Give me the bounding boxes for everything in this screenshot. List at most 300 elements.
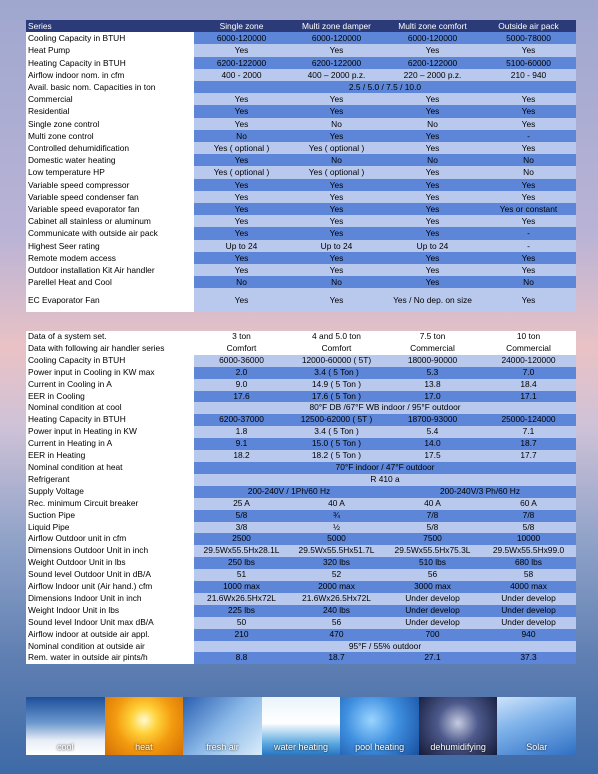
table-cell: 21.6Wx26.5Hx72L <box>289 593 384 605</box>
table-cell: 5100-60000 <box>481 57 576 69</box>
table-cell: Yes <box>194 93 289 105</box>
table-cell: Yes <box>289 179 384 191</box>
row-label: Dimensions Indoor Unit in inch <box>26 593 194 605</box>
table-cell: 17.1 <box>481 391 576 403</box>
row-label: Heating Capacity in BTUH <box>26 414 194 426</box>
row-label: Airflow Outdoor unit in cfm <box>26 533 194 545</box>
table-cell: 52 <box>289 569 384 581</box>
table-row <box>26 617 576 629</box>
table-cell: No <box>289 154 384 166</box>
table-cell: ½ <box>289 522 384 534</box>
table-cell: Yes <box>481 105 576 117</box>
features-table-panel <box>26 20 576 312</box>
table-cell: 17.0 <box>384 391 481 403</box>
row-label: Domestic water heating <box>26 154 194 166</box>
table-cell: 18.7 <box>481 438 576 450</box>
table-cell: Yes <box>289 227 384 239</box>
tile-label: water heating <box>274 742 329 752</box>
row-label: Rec. minimum Circuit breaker <box>26 498 194 510</box>
table-cell: 5000 <box>289 533 384 545</box>
table-row <box>26 44 576 56</box>
table-cell: 6200-122000 <box>194 57 289 69</box>
table-row <box>26 379 576 391</box>
table-cell: Yes <box>194 203 289 215</box>
spanning-cell: 80°F DB /67°F WB indoor / 95°F outdoor <box>194 402 576 414</box>
spanning-cell: 200-240V / 1Ph/60 Hz <box>194 486 384 498</box>
table-cell: 240 lbs <box>289 605 384 617</box>
table-cell: 700 <box>384 629 481 641</box>
table-cell: 27.1 <box>384 652 481 664</box>
table-cell: Under develop <box>384 593 481 605</box>
table-cell: Under develop <box>481 605 576 617</box>
row-label: Variable speed compressor <box>26 179 194 191</box>
table-cell: - <box>481 240 576 252</box>
table-cell: 10000 <box>481 533 576 545</box>
pool-icon <box>340 697 419 755</box>
table-cell: Yes <box>289 203 384 215</box>
table-cell: 29.5Wx55.5Hx99.0 <box>481 545 576 557</box>
table-cell: Up to 24 <box>289 240 384 252</box>
table-cell: Yes <box>194 191 289 203</box>
table-row <box>26 629 576 641</box>
table-cell: 7.1 <box>481 426 576 438</box>
solar-icon <box>497 697 576 755</box>
table-cell: Yes <box>481 252 576 264</box>
table-cell: 7.0 <box>481 367 576 379</box>
table-row <box>26 391 576 403</box>
column-header: Outside air pack <box>481 20 576 32</box>
table-row <box>26 130 576 142</box>
table-cell: Yes <box>384 93 481 105</box>
table-cell: Yes <box>194 179 289 191</box>
table-cell: No <box>289 276 384 288</box>
table-cell: 24000-120000 <box>481 355 576 367</box>
column-header: Single zone <box>194 20 289 32</box>
table-cell: Comfort <box>289 343 384 355</box>
row-label: Outdoor installation Kit Air handler <box>26 264 194 276</box>
table-cell: Yes <box>289 264 384 276</box>
sun-icon <box>105 697 184 755</box>
tile-label: heat <box>135 742 153 752</box>
table-cell: 6000-120000 <box>289 32 384 44</box>
table-cell: Yes <box>194 215 289 227</box>
table-cell: ¾ <box>289 510 384 522</box>
table-row <box>26 641 576 653</box>
table-row <box>26 154 576 166</box>
table-cell: Yes <box>194 154 289 166</box>
table-cell: No <box>384 154 481 166</box>
table-cell: 3.4 ( 5 Ton ) <box>289 426 384 438</box>
row-label: Cooling Capacity in BTUH <box>26 355 194 367</box>
table-cell: No <box>194 276 289 288</box>
table-cell: 60 A <box>481 498 576 510</box>
table-row <box>26 105 576 117</box>
table-cell: 37.3 <box>481 652 576 664</box>
tile-label: fresh air <box>206 742 239 752</box>
table-cell: Yes <box>384 191 481 203</box>
table-cell: 18.2 <box>194 450 289 462</box>
table-row <box>26 545 576 557</box>
column-header: 4 and 5.0 ton <box>289 331 384 343</box>
column-header: 3 ton <box>194 331 289 343</box>
table-cell: No <box>384 118 481 130</box>
table-cell: Yes <box>384 44 481 56</box>
table-cell: 17.5 <box>384 450 481 462</box>
table-cell: 8.8 <box>194 652 289 664</box>
table-cell: 18000-90000 <box>384 355 481 367</box>
row-label: Current in Cooling in A <box>26 379 194 391</box>
table-cell: Under develop <box>384 617 481 629</box>
spanning-cell: 200-240V/3 Ph/60 Hz <box>384 486 576 498</box>
table-header-row <box>26 331 576 343</box>
spanning-cell: R 410 a <box>194 474 576 486</box>
table-cell: 7/8 <box>481 510 576 522</box>
table-cell: Yes <box>481 191 576 203</box>
table-cell: Yes ( optional ) <box>194 166 289 178</box>
table-cell: 5.4 <box>384 426 481 438</box>
row-label: Dimensions Outdoor Unit in inch <box>26 545 194 557</box>
table-cell: Yes <box>384 179 481 191</box>
row-label: Airflow Indoor unit (Air hand.) cfm <box>26 581 194 593</box>
row-label: Airflow indoor nom. in cfm <box>26 69 194 81</box>
table-cell: 400 – 2000 p.z. <box>289 69 384 81</box>
table-row <box>26 118 576 130</box>
table-row <box>26 522 576 534</box>
row-label: EER in Heating <box>26 450 194 462</box>
table-row <box>26 191 576 203</box>
table-row <box>26 474 576 486</box>
table-cell: 6000-120000 <box>194 32 289 44</box>
table-cell: 15.0 ( 5 Ton ) <box>289 438 384 450</box>
table-cell: Yes <box>384 276 481 288</box>
table-cell: Yes <box>384 105 481 117</box>
table-cell: 17.7 <box>481 450 576 462</box>
row-label: Supply Voltage <box>26 486 194 498</box>
table-cell: 3000 max <box>384 581 481 593</box>
column-header: Multi zone comfort <box>384 20 481 32</box>
table-cell: Yes <box>289 105 384 117</box>
table-cell: 12000-60000 ( 5T) <box>289 355 384 367</box>
table-cell: Yes <box>384 264 481 276</box>
table-cell: Yes <box>194 288 289 312</box>
row-label: Heating Capacity in BTUH <box>26 57 194 69</box>
table-row <box>26 288 576 312</box>
table-row <box>26 593 576 605</box>
table-cell: 29.5Wx55.5Hx28.1L <box>194 545 289 557</box>
table-cell: 250 lbs <box>194 557 289 569</box>
table-cell: 51 <box>194 569 289 581</box>
table-row <box>26 252 576 264</box>
table-cell: 5000-78000 <box>481 32 576 44</box>
table-cell: Yes <box>194 118 289 130</box>
table-cell: Yes <box>384 130 481 142</box>
table-cell: 5/8 <box>194 510 289 522</box>
table-cell: 58 <box>481 569 576 581</box>
table-cell: 12500-62000 ( 5T ) <box>289 414 384 426</box>
tile-label: pool heating <box>355 742 405 752</box>
table-row <box>26 276 576 288</box>
table-cell: 6000-120000 <box>384 32 481 44</box>
row-label: Liquid Pipe <box>26 522 194 534</box>
table-cell: Yes <box>289 215 384 227</box>
table-row <box>26 569 576 581</box>
table-cell: Yes <box>481 264 576 276</box>
table-cell: 14.9 ( 5 Ton ) <box>289 379 384 391</box>
table-row <box>26 215 576 227</box>
table-cell: No <box>481 166 576 178</box>
table-cell: Yes <box>481 44 576 56</box>
row-label: Current in Heating in A <box>26 438 194 450</box>
system-data-table-panel <box>26 331 576 664</box>
table-cell: Yes <box>384 215 481 227</box>
table-cell: Yes ( optional ) <box>289 142 384 154</box>
table-cell: 17.6 ( 5 Ton ) <box>289 391 384 403</box>
table-cell: No <box>194 130 289 142</box>
row-label: EER in Cooling <box>26 391 194 403</box>
table-cell: Yes <box>289 288 384 312</box>
table-cell: 210 <box>194 629 289 641</box>
table-cell: 50 <box>194 617 289 629</box>
row-label: Power input in Heating in KW <box>26 426 194 438</box>
row-label: Nominal condition at cool <box>26 402 194 414</box>
table-row <box>26 402 576 414</box>
table-cell: 4000 max <box>481 581 576 593</box>
table-row <box>26 438 576 450</box>
table-cell: 5/8 <box>384 522 481 534</box>
table-cell: 1000 max <box>194 581 289 593</box>
table-row <box>26 533 576 545</box>
table-cell: 6000-36000 <box>194 355 289 367</box>
table-cell: 17.6 <box>194 391 289 403</box>
row-label: Communicate with outside air pack <box>26 227 194 239</box>
table-cell: 6200-122000 <box>384 57 481 69</box>
tile-label: Solar <box>526 742 548 752</box>
row-label: Avail. basic nom. Capacities in ton <box>26 81 194 93</box>
table-cell: 400 - 2000 <box>194 69 289 81</box>
window-icon <box>183 697 262 755</box>
table-cell: 320 lbs <box>289 557 384 569</box>
table-cell: 3.4 ( 5 Ton ) <box>289 367 384 379</box>
table-cell: 210 - 940 <box>481 69 576 81</box>
system-data-table <box>26 331 576 664</box>
table-cell: Yes <box>194 252 289 264</box>
row-label: Controlled dehumidification <box>26 142 194 154</box>
table-row <box>26 142 576 154</box>
features-table <box>26 20 576 312</box>
table-cell: Commercial <box>481 343 576 355</box>
table-cell: 29.5Wx55.5Hx75.3L <box>384 545 481 557</box>
row-label: Weight Outdoor Unit in lbs <box>26 557 194 569</box>
table-cell: 21.6Wx26.5Hx72L <box>194 593 289 605</box>
row-label: Data with following air handler series <box>26 343 194 355</box>
table-cell: Yes <box>194 105 289 117</box>
table-row <box>26 343 576 355</box>
table-cell: 25 A <box>194 498 289 510</box>
table-cell: Yes <box>481 179 576 191</box>
table-cell: 18700-93000 <box>384 414 481 426</box>
table-cell: Yes <box>289 130 384 142</box>
table-row <box>26 426 576 438</box>
row-label: Cooling Capacity in BTUH <box>26 32 194 44</box>
column-header: 10 ton <box>481 331 576 343</box>
table-cell: - <box>481 227 576 239</box>
row-label: Nominal condition at heat <box>26 462 194 474</box>
row-label: Multi zone control <box>26 130 194 142</box>
table-cell: 940 <box>481 629 576 641</box>
row-label: Commercial <box>26 93 194 105</box>
table-cell: Comfort <box>194 343 289 355</box>
table-cell: 5/8 <box>481 522 576 534</box>
table-row <box>26 450 576 462</box>
table-row <box>26 81 576 93</box>
table-row <box>26 462 576 474</box>
row-label: Remote modem access <box>26 252 194 264</box>
table-cell: 18.7 <box>289 652 384 664</box>
table-cell: 56 <box>384 569 481 581</box>
row-label: Sound level Indoor Unit max dB/A <box>26 617 194 629</box>
table-cell: Yes <box>289 252 384 264</box>
table-cell: Yes <box>384 142 481 154</box>
row-label: Highest Seer rating <box>26 240 194 252</box>
table-cell: 9.1 <box>194 438 289 450</box>
column-header: 7.5 ton <box>384 331 481 343</box>
table-row <box>26 227 576 239</box>
table-cell: 680 lbs <box>481 557 576 569</box>
table-cell: - <box>481 130 576 142</box>
spanning-cell: 95°F / 55% outdoor <box>194 641 576 653</box>
table-cell: Yes <box>481 142 576 154</box>
table-cell: Yes <box>384 252 481 264</box>
table-cell: Yes <box>194 44 289 56</box>
row-label: Sound level Outdoor Unit in dB/A <box>26 569 194 581</box>
table-row <box>26 652 576 664</box>
table-cell: Under develop <box>481 617 576 629</box>
table-cell: 40 A <box>384 498 481 510</box>
table-cell: 5.3 <box>384 367 481 379</box>
table-cell: No <box>289 118 384 130</box>
table-cell: 6200-122000 <box>289 57 384 69</box>
row-label: Single zone control <box>26 118 194 130</box>
table-cell: 6200-37000 <box>194 414 289 426</box>
row-label: Parellel Heat and Cool <box>26 276 194 288</box>
table-row <box>26 240 576 252</box>
table-cell: Yes <box>384 203 481 215</box>
application-image-strip <box>26 697 576 755</box>
row-label: EC Evaporator Fan <box>26 288 194 312</box>
table-row <box>26 355 576 367</box>
row-label: Rem. water in outside air pints/h <box>26 652 194 664</box>
table-row <box>26 203 576 215</box>
table-row <box>26 264 576 276</box>
table-row <box>26 557 576 569</box>
table-row <box>26 367 576 379</box>
table-row <box>26 414 576 426</box>
table-cell: No <box>481 154 576 166</box>
table-cell: 2.0 <box>194 367 289 379</box>
table-cell: Yes <box>384 166 481 178</box>
table-cell: 14.0 <box>384 438 481 450</box>
row-label: Variable speed condenser fan <box>26 191 194 203</box>
spanning-cell: 70°F indoor / 47°F outdoor <box>194 462 576 474</box>
table-cell: 2000 max <box>289 581 384 593</box>
table-row <box>26 166 576 178</box>
table-row <box>26 605 576 617</box>
table-cell: 1.8 <box>194 426 289 438</box>
droplets-icon <box>419 697 498 755</box>
header-label: Data of a system set. <box>26 331 194 343</box>
table-cell: Yes <box>289 191 384 203</box>
table-cell: Yes <box>289 44 384 56</box>
table-cell: Yes <box>481 118 576 130</box>
tile-label: cool <box>57 742 74 752</box>
table-cell: Under develop <box>481 593 576 605</box>
table-cell: Yes <box>194 264 289 276</box>
table-row <box>26 57 576 69</box>
table-cell: 470 <box>289 629 384 641</box>
row-label: Weight Indoor Unit in lbs <box>26 605 194 617</box>
row-label: Airflow indoor at outside air appl. <box>26 629 194 641</box>
table-row <box>26 32 576 44</box>
table-cell: 25000-124000 <box>481 414 576 426</box>
table-cell: 220 – 2000 p.z. <box>384 69 481 81</box>
row-label: Cabinet all stainless or aluminum <box>26 215 194 227</box>
table-cell: 2500 <box>194 533 289 545</box>
table-cell: 29.5Wx55.5Hx51.7L <box>289 545 384 557</box>
table-row <box>26 486 576 498</box>
table-cell: 18.4 <box>481 379 576 391</box>
table-cell: Yes <box>481 215 576 227</box>
table-cell: No <box>481 276 576 288</box>
table-cell: 7/8 <box>384 510 481 522</box>
column-header: Multi zone damper <box>289 20 384 32</box>
row-label: Residential <box>26 105 194 117</box>
table-cell: Yes / No dep. on size <box>384 288 481 312</box>
table-cell: Up to 24 <box>194 240 289 252</box>
row-label: Heat Pump <box>26 44 194 56</box>
table-cell: 56 <box>289 617 384 629</box>
table-cell: 510 lbs <box>384 557 481 569</box>
table-row <box>26 581 576 593</box>
table-cell: Yes <box>481 93 576 105</box>
table-cell: Yes ( optional ) <box>289 166 384 178</box>
table-cell: Yes or constant <box>481 203 576 215</box>
table-cell: 40 A <box>289 498 384 510</box>
row-label: Suction Pipe <box>26 510 194 522</box>
table-cell: Yes <box>194 227 289 239</box>
table-cell: Yes <box>289 93 384 105</box>
table-cell: Yes <box>481 288 576 312</box>
row-label: Power input in Cooling in KW max <box>26 367 194 379</box>
header-label: Series <box>26 20 194 32</box>
table-cell: Commercial <box>384 343 481 355</box>
table-cell: 18.2 ( 5 Ton ) <box>289 450 384 462</box>
table-row <box>26 179 576 191</box>
water-icon <box>262 697 341 755</box>
table-cell: Yes ( optional ) <box>194 142 289 154</box>
table-row <box>26 498 576 510</box>
table-cell: 3/8 <box>194 522 289 534</box>
table-header-row <box>26 20 576 32</box>
tile-label: dehumidifying <box>430 742 486 752</box>
table-row <box>26 93 576 105</box>
row-label: Low temperature HP <box>26 166 194 178</box>
table-cell: Yes <box>384 227 481 239</box>
row-label: Variable speed evaporator fan <box>26 203 194 215</box>
table-cell: 13.8 <box>384 379 481 391</box>
table-cell: 9.0 <box>194 379 289 391</box>
table-cell: Under develop <box>384 605 481 617</box>
table-cell: 7500 <box>384 533 481 545</box>
